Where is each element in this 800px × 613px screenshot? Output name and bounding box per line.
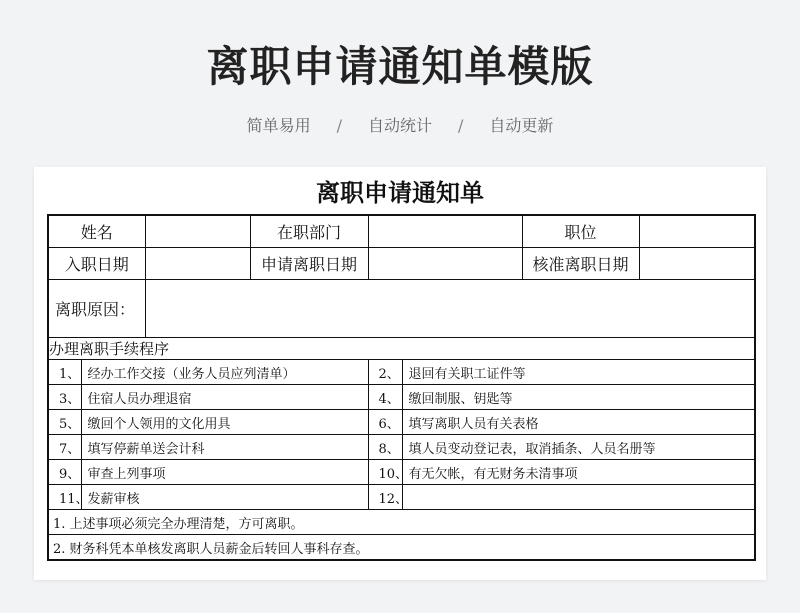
table-row — [48, 360, 755, 385]
form-sheet — [34, 167, 766, 580]
step-text: 审查上列事项 — [81, 460, 368, 485]
form-title: 离职申请通知单 — [316, 178, 484, 207]
tag-easy: 简单易用 — [246, 116, 311, 135]
tag-auto-stats: 自动统计 — [367, 116, 432, 135]
label-reason: 离职原因： — [48, 280, 145, 338]
step-number: 10、 — [368, 460, 402, 485]
step-number: 9、 — [48, 460, 81, 485]
step-number: 7、 — [48, 435, 81, 460]
table-row — [48, 385, 755, 410]
note-1: 1. 上述事项必须完全办理清楚，方可离职。 — [48, 510, 755, 535]
tag-separator: / — [458, 116, 464, 135]
step-text: 退回有关职工证件等 — [402, 360, 755, 385]
step-text: 缴回制服、钥匙等 — [402, 385, 755, 410]
input-department[interactable] — [368, 215, 522, 248]
step-number: 3、 — [48, 385, 81, 410]
tag-separator: / — [336, 116, 342, 135]
step-number: 4、 — [368, 385, 402, 410]
step-number: 11、 — [48, 485, 81, 510]
step-number: 5、 — [48, 410, 81, 435]
table-row — [48, 410, 755, 435]
step-text: 填写停薪单送会计科 — [81, 435, 368, 460]
step-text: 填写离职人员有关表格 — [402, 410, 755, 435]
step-text[interactable] — [402, 485, 755, 510]
step-text: 缴回个人领用的文化用具 — [81, 410, 368, 435]
step-number: 8、 — [368, 435, 402, 460]
step-number: 2、 — [368, 360, 402, 385]
input-reason[interactable] — [145, 280, 755, 338]
input-apply-date[interactable] — [368, 248, 522, 280]
step-text: 住宿人员办理退宿 — [81, 385, 368, 410]
label-apply-date: 申请离职日期 — [250, 248, 368, 280]
label-approve-date: 核准离职日期 — [522, 248, 639, 280]
procedure-title: 办理离职手续程序 — [48, 338, 755, 360]
page-title: 离职申请通知单模版 — [206, 42, 594, 91]
step-text: 填人员变动登记表，取消插条、人员名册等 — [402, 435, 755, 460]
step-text: 发薪审核 — [81, 485, 368, 510]
table-row — [48, 485, 755, 510]
step-text: 有无欠帐，有无财务未清事项 — [402, 460, 755, 485]
table-row — [48, 435, 755, 460]
input-approve-date[interactable] — [639, 248, 755, 280]
label-name: 姓名 — [48, 215, 145, 248]
step-number: 6、 — [368, 410, 402, 435]
table-row — [48, 460, 755, 485]
input-hire-date[interactable] — [145, 248, 250, 280]
label-department: 在职部门 — [250, 215, 368, 248]
input-name[interactable] — [145, 215, 250, 248]
resignation-form-table — [47, 214, 756, 561]
step-number: 1、 — [48, 360, 81, 385]
label-hire-date: 入职日期 — [48, 248, 145, 280]
tagline — [0, 113, 800, 136]
input-position[interactable] — [639, 215, 755, 248]
step-text: 经办工作交接（业务人员应列清单） — [81, 360, 368, 385]
note-2: 2. 财务科凭本单核发离职人员薪金后转回人事科存查。 — [48, 535, 755, 561]
tag-auto-update: 自动更新 — [489, 116, 554, 135]
label-position: 职位 — [522, 215, 639, 248]
step-number: 12、 — [368, 485, 402, 510]
